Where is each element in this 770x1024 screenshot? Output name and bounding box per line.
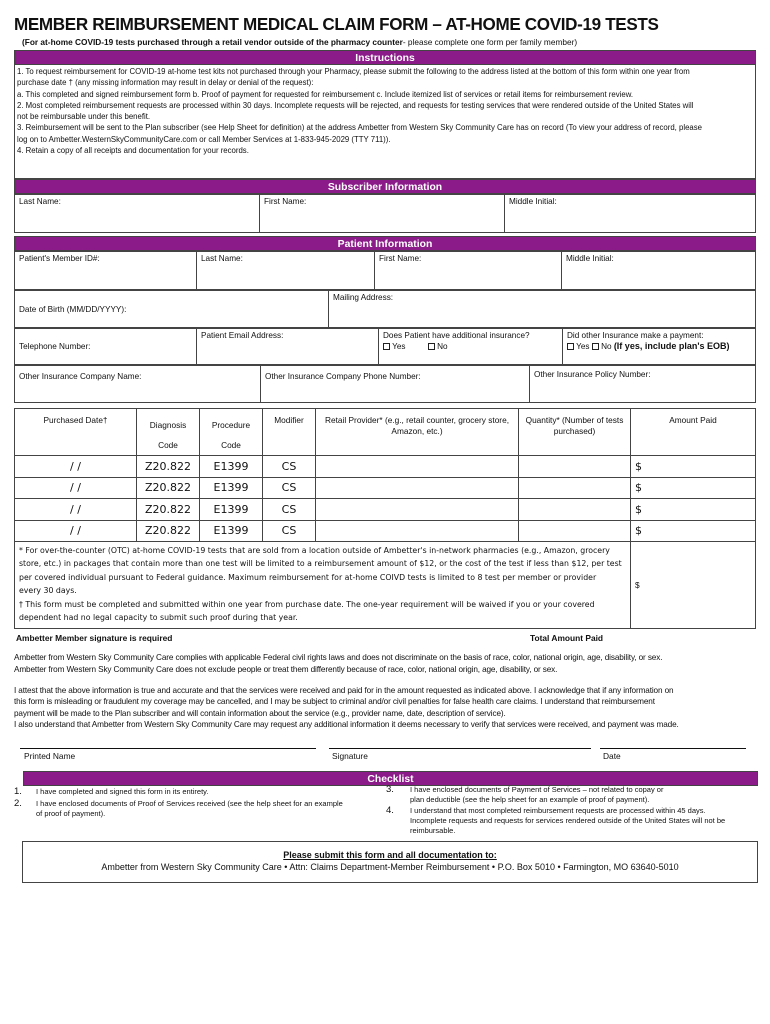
purchased-date-field[interactable]: / / bbox=[15, 520, 137, 542]
footnote-line: every 30 days. bbox=[19, 586, 77, 596]
amount-paid-field[interactable]: $ bbox=[631, 520, 756, 542]
header-procedure: Procedure Code bbox=[200, 409, 263, 456]
header-modifier: Modifier bbox=[263, 409, 316, 456]
form-title: MEMBER REIMBURSEMENT MEDICAL CLAIM FORM – AT-HOME COVID-19 TESTS bbox=[14, 14, 659, 34]
signature-line[interactable] bbox=[329, 748, 591, 749]
signature-label: Signature bbox=[332, 751, 368, 761]
subtitle-bold: (For at-home COVID-19 tests purchased through a retail vendor outside of the pharmacy counter bbox=[22, 37, 403, 47]
checklist-left bbox=[14, 787, 386, 819]
instruction-line: purchase date † (any missing information may result in delay or denial of the request): bbox=[17, 78, 314, 88]
patient-table-row4 bbox=[14, 365, 756, 403]
header-quantity: Quantity* (Number of tests purchased) bbox=[519, 409, 631, 456]
checklist-right bbox=[386, 785, 758, 836]
claim-items-table bbox=[14, 408, 756, 629]
diagnosis-code: Z20.822 bbox=[137, 499, 200, 521]
signature-total-row bbox=[14, 631, 756, 646]
amount-paid-field[interactable]: $ bbox=[631, 499, 756, 521]
footnotes bbox=[15, 542, 631, 629]
submit-address-box bbox=[22, 841, 758, 883]
other-payment-field: Did other Insurance make a payment: Yes No (If yes, include plan's EOB) bbox=[563, 329, 756, 365]
claim-form bbox=[14, 12, 756, 883]
diagnosis-code: Z20.822 bbox=[137, 477, 200, 499]
instruction-line: not be reimbursable under this benefit. bbox=[17, 112, 151, 122]
patient-first-name-field[interactable]: First Name: bbox=[375, 252, 562, 290]
patient-email-field[interactable]: Patient Email Address: bbox=[197, 329, 379, 365]
patient-middle-initial-field[interactable]: Middle Initial: bbox=[562, 252, 756, 290]
nondiscrimination-text: Ambetter from Western Sky Community Care complies with applicable Federal civil rights laws and does not discriminate on the basis of race, color, national origin, age, disability, or sex. Ambetter from Western Sky Community Care does not exclude people or treat them differently because of race, color, national origin, age, disability, or sex. bbox=[14, 653, 663, 675]
subscriber-section bbox=[14, 179, 756, 233]
patient-table-row2 bbox=[14, 290, 756, 328]
instruction-line: 4. Retain a copy of all receipts and documentation for your records. bbox=[17, 146, 249, 156]
additional-insurance-field: Does Patient have additional insurance? Yes No bbox=[379, 329, 563, 365]
printed-name-line[interactable] bbox=[20, 748, 316, 749]
table-row bbox=[15, 499, 756, 521]
retail-provider-field[interactable] bbox=[316, 499, 519, 521]
checkbox-payment-no[interactable] bbox=[592, 343, 599, 350]
quantity-field[interactable] bbox=[519, 477, 631, 499]
retail-provider-field[interactable] bbox=[316, 520, 519, 542]
footnote-line: dependent had no legal capacity to submit such proof during that year. bbox=[19, 613, 298, 623]
date-line[interactable] bbox=[600, 748, 746, 749]
modifier-code: CS bbox=[263, 520, 316, 542]
instructions-heading: Instructions bbox=[14, 50, 756, 65]
footnote-line: store, etc.) in packages that contain more than one test will be limited to a reimbursement amount of $12, or the cost of the test if less than $12, per test bbox=[19, 559, 622, 569]
footnote-line: per covered individual pursuant to Federal guidance. Maximum reimbursement for at-home COIVD tests is limited to 8 test per member or provider bbox=[19, 572, 597, 582]
modifier-code: CS bbox=[263, 456, 316, 478]
quantity-field[interactable] bbox=[519, 499, 631, 521]
diagnosis-code: Z20.822 bbox=[137, 456, 200, 478]
instruction-line: 3. Reimbursement will be sent to the Plan subscriber (see Help Sheet for definition) at the address Ambetter from Western Sky Community Care has on record (To view your address of record, please bbox=[17, 123, 702, 133]
patient-heading: Patient Information bbox=[14, 236, 756, 251]
subscriber-heading: Subscriber Information bbox=[14, 179, 756, 194]
modifier-code: CS bbox=[263, 499, 316, 521]
diagnosis-code: Z20.822 bbox=[137, 520, 200, 542]
checklist-section bbox=[14, 771, 756, 841]
date-label: Date bbox=[603, 751, 621, 761]
quantity-field[interactable] bbox=[519, 520, 631, 542]
patient-dob-field[interactable]: Date of Birth (MM/DD/YYYY): bbox=[15, 291, 329, 328]
checkbox-additional-yes[interactable] bbox=[383, 343, 390, 350]
footnote-line: † This form must be completed and submitted within one year from purchase date. The one-year requirement will be waived if you or your covered bbox=[19, 599, 595, 609]
procedure-code: E1399 bbox=[200, 520, 263, 542]
checklist-item: 4. I understand that most completed reimbursement requests are processed within 45 days. Incomplete requests and requests for services rendered outside of the United States will not be reimbursable. bbox=[386, 805, 726, 835]
patient-last-name-field[interactable]: Last Name: bbox=[197, 252, 375, 290]
procedure-code: E1399 bbox=[200, 477, 263, 499]
instruction-line: 1. To request reimbursement for COVID-19 at-home test kits not purchased through your Pharmacy, please submit the following to the address listed at the bottom of this form within one year from bbox=[17, 67, 690, 76]
subscriber-last-name-field[interactable]: Last Name: bbox=[15, 195, 260, 233]
purchased-date-field[interactable]: / / bbox=[15, 499, 137, 521]
subtitle-rest: - please complete one form per family member) bbox=[402, 37, 578, 47]
instruction-line: 2. Most completed reimbursement requests are processed within 30 days. Incomplete requests will be rejected, and requests for testing services that were rendered outside of the United States will bbox=[17, 100, 694, 110]
procedure-code: E1399 bbox=[200, 499, 263, 521]
procedure-code: E1399 bbox=[200, 456, 263, 478]
other-insurance-policy-field[interactable]: Other Insurance Policy Number: bbox=[530, 366, 756, 403]
retail-provider-field[interactable] bbox=[316, 477, 519, 499]
checklist-item: 2. I have enclosed documents of Proof of Services received (see the help sheet for an example of proof of payment). bbox=[14, 798, 343, 818]
subscriber-table bbox=[14, 194, 756, 233]
member-signature-note: Ambetter Member signature is required bbox=[16, 633, 173, 644]
checkbox-payment-yes[interactable] bbox=[567, 343, 574, 350]
patient-member-id-field[interactable]: Patient's Member ID#: bbox=[15, 252, 197, 290]
checkbox-additional-no[interactable] bbox=[428, 343, 435, 350]
patient-telephone-field[interactable]: Telephone Number: bbox=[15, 329, 197, 365]
checklist-heading: Checklist bbox=[23, 771, 758, 786]
total-amount-field[interactable]: $ bbox=[631, 542, 756, 629]
attestation-text: I attest that the above information is true and accurate and that the services were received and paid for in the amount requested as indicated above. I acknowledge that if any information on this form is misleading or fraudulent my coverage may be cancelled, and I may be subject to criminal and/or civil penalties for false health care claims. I understand that reimbursement payment will be made to the Plan subscriber and will contain information about the service (e.g., provider name, date, description of service). I also understand that Ambetter from Western Sky Community Care may request any additional information it deems necessary to verify that services were received, and payment was made. bbox=[14, 685, 679, 730]
amount-paid-field[interactable]: $ bbox=[631, 456, 756, 478]
patient-section bbox=[14, 236, 756, 403]
other-insurance-company-field[interactable]: Other Insurance Company Name: bbox=[15, 366, 261, 403]
purchased-date-field[interactable]: / / bbox=[15, 456, 137, 478]
submit-address: Ambetter from Western Sky Community Care • Attn: Claims Department-Member Reimbursement • P.O. Box 5010 • Farmington, MO 63640-5010 bbox=[101, 862, 679, 872]
retail-provider-field[interactable] bbox=[316, 456, 519, 478]
purchased-date-field[interactable]: / / bbox=[15, 477, 137, 499]
instructions-body bbox=[14, 65, 756, 179]
quantity-field[interactable] bbox=[519, 456, 631, 478]
patient-table-row1 bbox=[14, 251, 756, 290]
printed-name-label: Printed Name bbox=[24, 751, 76, 761]
table-row bbox=[15, 477, 756, 499]
header-purchased-date: Purchased Date† bbox=[15, 409, 137, 456]
amount-paid-field[interactable]: $ bbox=[631, 477, 756, 499]
header-retail-provider: Retail Provider* (e.g., retail counter, grocery store, Amazon, etc.) bbox=[316, 409, 519, 456]
checklist-item: 1. I have completed and signed this form in its entirety. bbox=[14, 786, 209, 797]
instruction-line: log on to Ambetter.WesternSkyCommunityCare.com or call Member Services at 1-833-945-2029 (TTY 711)). bbox=[17, 134, 391, 144]
subscriber-middle-initial-field[interactable]: Middle Initial: bbox=[505, 195, 756, 233]
checklist-item: 3. I have enclosed documents of Payment of Services – not related to copay or plan deductible (see the help sheet for an example of proof of payment). bbox=[386, 784, 664, 804]
patient-table-row3 bbox=[14, 328, 756, 365]
modifier-code: CS bbox=[263, 477, 316, 499]
form-subtitle bbox=[22, 36, 756, 48]
table-row bbox=[15, 456, 756, 478]
patient-mailing-address-field[interactable]: Mailing Address: bbox=[329, 291, 756, 328]
other-insurance-phone-field[interactable]: Other Insurance Company Phone Number: bbox=[261, 366, 530, 403]
total-amount-label: Total Amount Paid bbox=[530, 633, 604, 644]
submit-heading: Please submit this form and all documentation to: bbox=[283, 850, 497, 860]
footnote-line: * For over-the-counter (OTC) at-home COVID-19 tests that are sold from a location outside of Ambetter's in-network pharmacies (e.g., Amazon, grocery bbox=[19, 546, 610, 555]
subscriber-first-name-field[interactable]: First Name: bbox=[260, 195, 505, 233]
instruction-line: a. This completed and signed reimbursement form b. Proof of payment for requested for reimbursement c. Include itemized list of services or retail items for reimbursement review. bbox=[17, 89, 634, 99]
table-row bbox=[15, 520, 756, 542]
header-amount-paid: Amount Paid bbox=[631, 409, 756, 456]
header-diagnosis: Diagnosis Code bbox=[137, 409, 200, 456]
